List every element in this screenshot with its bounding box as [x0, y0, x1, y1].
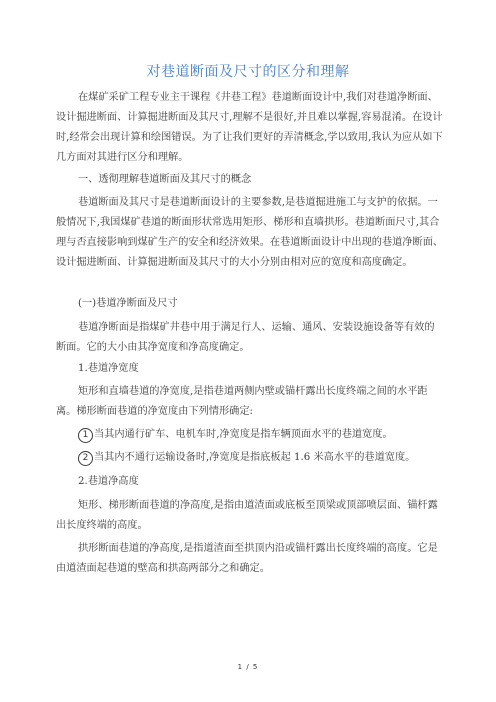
- page-number: 1 / 5: [237, 663, 259, 671]
- list-item-2-text: 当其内不通行运输设备时,净宽度是指底板起 1.6 米高水平的巷道宽度。: [94, 452, 416, 463]
- list-item-2: [56, 448, 444, 468]
- paragraph-net-width: 矩形和直墙巷道的净宽度,是指巷道两侧内壁或锚杆露出长度终端之间的水平距离。梯形断面巷道的净宽度由下列情形确定:: [56, 386, 428, 417]
- section-heading-1: 一、透彻理解巷道断面及其尺寸的概念: [78, 174, 252, 185]
- intro-paragraph: 在煤矿采矿工程专业主干课程《井巷工程》巷道断面设计中,我们对巷道净断面、设计掘进断面、计算掘进断面及其尺寸,理解不是很好,并且难以掌握,容易混淆。在设计时,经常会出现计算和绘图错误。为了让我们更好的弄清概念,学以致用,我认为应从如下几方面对其进行区分和理解。: [56, 92, 443, 163]
- list-item-1-text: 当其内通行矿车、电机车时,净宽度是指车辆顶面水平的巷道宽度。: [94, 429, 393, 440]
- paragraph-net-height-arch: 拱形断面巷道的净高度,是指道渣面至拱顶内沿或锚杆露出长度终端的高度。它是由道渣面起巷道的壁高和拱高两部分之和确定。: [56, 543, 438, 574]
- document-title: 对巷道断面及尺寸的区分和理解: [146, 64, 350, 80]
- heading-net-width: 1.巷道净宽度: [78, 363, 139, 374]
- paragraph-net-height-rect: 矩形、梯形断面巷道的净高度,是指由道渣面或底板至顶梁或顶部喷层面、锚杆露出长度终端的高度。: [56, 500, 438, 531]
- paragraph-section-concept: 巷道断面及其尺寸是巷道断面设计的主要参数,是巷道掘进施工与支护的依据。一般情况下,我国煤矿巷道的断面形状常选用矩形、梯形和直墙拱形。巷道断面尺寸,其合理与否直接影响到煤矿生产的安全和经济效果。在巷道断面设计中出现的巷道净断面、设计掘进断面、计算掘进断面及其尺寸的大小分别由相对应的宽度和高度确定。: [56, 197, 444, 268]
- heading-net-height: 2.巷道净高度: [78, 476, 139, 487]
- circled-number-2: 2: [78, 451, 93, 466]
- circled-number-1: 1: [78, 428, 93, 443]
- list-item-1: [56, 425, 444, 445]
- paragraph-net-section: 巷道净断面是指煤矿井巷中用于满足行人、运输、通风、安装设施设备等有效的断面。它的大小由其净宽度和净高度确定。: [56, 322, 435, 353]
- subsection-heading-net-section: (一)巷道净断面及尺寸: [78, 298, 178, 309]
